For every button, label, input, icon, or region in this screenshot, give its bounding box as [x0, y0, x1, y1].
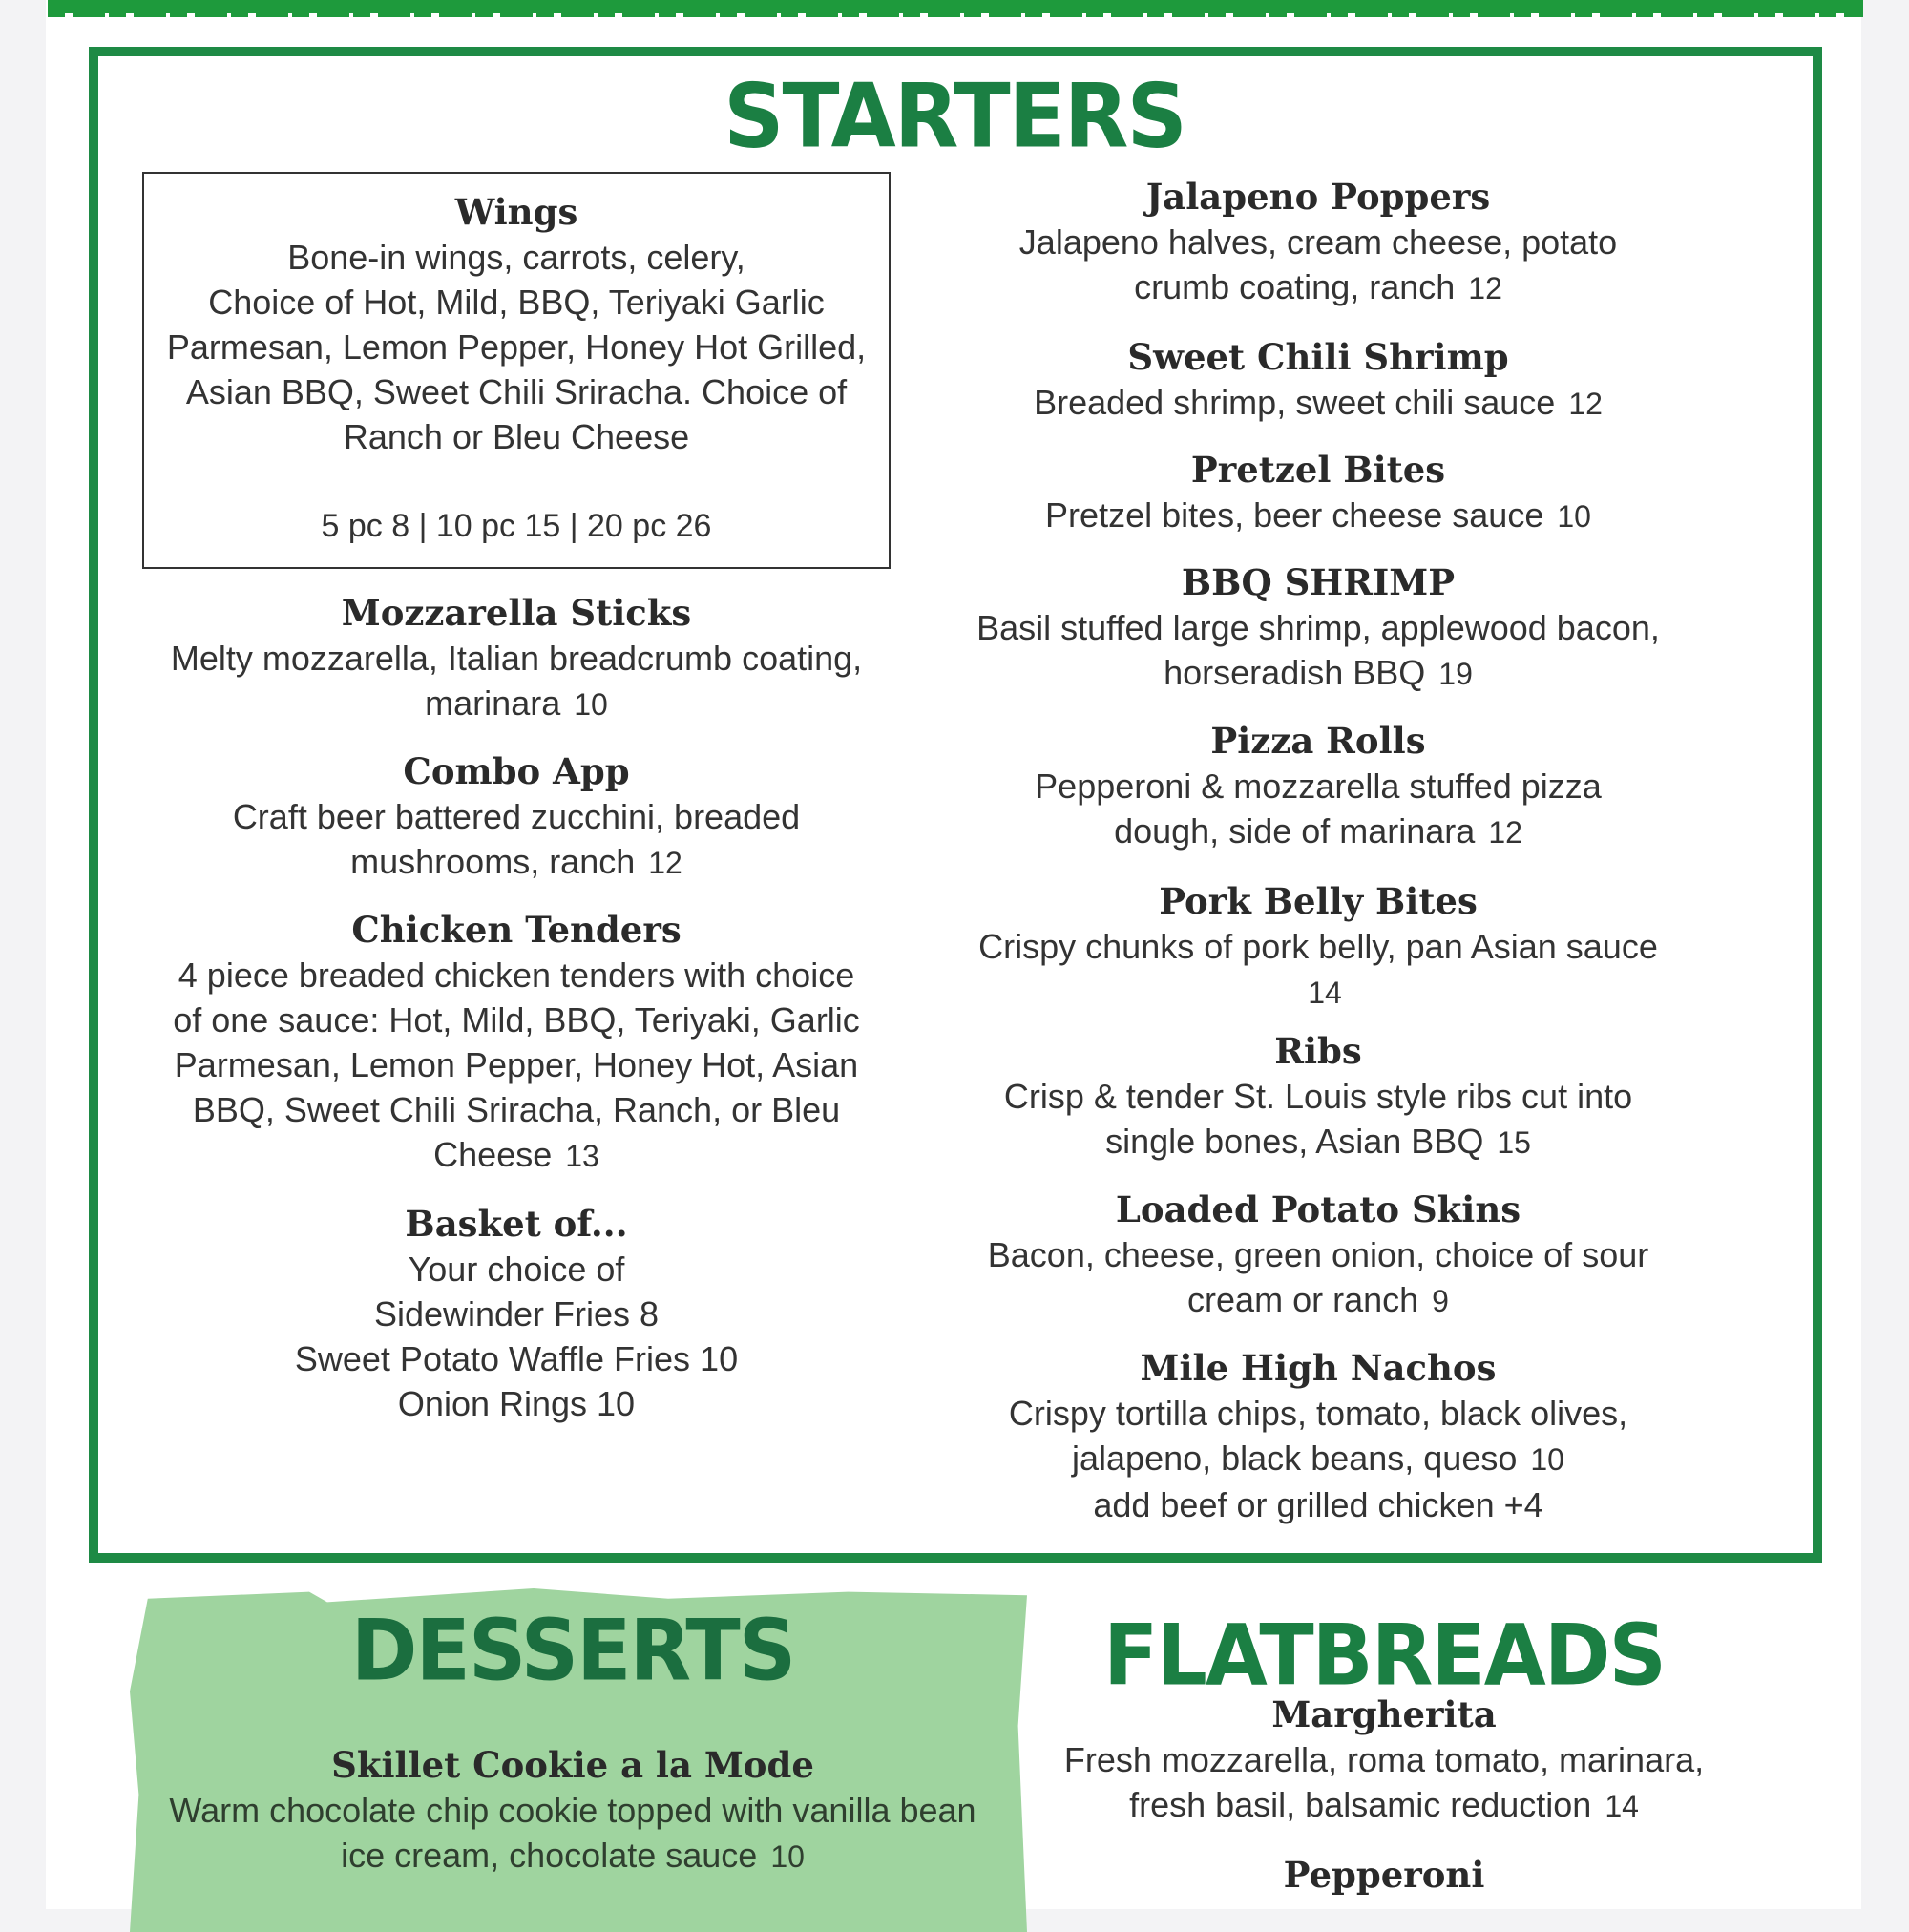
item-desc-line: Sidewinder Fries 8	[373, 1294, 660, 1334]
item-desc-line: Ranch or Bleu Cheese	[343, 417, 690, 456]
item-desc-line: Warm chocolate chip cookie topped with vanilla bean	[169, 1791, 976, 1830]
item-price: 12	[1488, 815, 1522, 850]
item-desc-line: Parmesan, Lemon Pepper, Honey Hot Grilled,	[166, 327, 867, 367]
item-price: 10	[574, 687, 608, 722]
item-desc-line: ice cream, chocolate sauce 10	[341, 1836, 805, 1875]
starters-title: STARTERS	[724, 64, 1185, 168]
item-name: Sweet Chili Shrimp	[1127, 336, 1509, 378]
item-desc-line: Pretzel bites, beer cheese sauce 10	[1045, 495, 1591, 535]
menu-item	[931, 1345, 1706, 1527]
item-desc-line: Onion Rings 10	[397, 1384, 636, 1423]
item-price: 9	[1432, 1284, 1449, 1318]
item-name: Jalapeno Poppers	[1145, 176, 1491, 218]
item-desc-line: cream or ranch 9	[1187, 1280, 1449, 1319]
item-price: 12	[1468, 271, 1502, 305]
item-desc-line: Melty mozzarella, Italian breadcrumb coating,	[170, 639, 863, 678]
item-price: 10	[770, 1839, 805, 1874]
item-name: Mile High Nachos	[1140, 1347, 1497, 1389]
item-name: Basket of...	[405, 1203, 628, 1245]
item-price: 14	[1308, 976, 1342, 1010]
menu-item	[931, 559, 1706, 697]
item-desc-line: crumb coating, ranch 12	[1134, 267, 1502, 306]
item-name: Combo App	[403, 750, 630, 792]
item-desc-line: Bone-in wings, carrots, celery,	[287, 238, 745, 277]
item-name: Chicken Tenders	[351, 909, 682, 951]
menu-item	[143, 907, 890, 1179]
item-name: Ribs	[1274, 1030, 1362, 1072]
flatbreads-title: FLATBREADS	[1102, 1606, 1665, 1705]
item-price: 10	[1557, 499, 1591, 534]
item-desc-line: Crispy tortilla chips, tomato, black olives,	[1008, 1394, 1628, 1433]
menu-item	[931, 878, 1706, 1016]
item-desc-line: Crisp & tender St. Louis style ribs cut into	[1003, 1077, 1633, 1116]
item-price: 10	[1530, 1442, 1564, 1477]
item-desc-line: horseradish BBQ 19	[1164, 653, 1473, 692]
item-desc-line: fresh basil, balsamic reduction 14	[1129, 1785, 1639, 1824]
item-desc-line: Breaded shrimp, sweet chili sauce 12	[1034, 383, 1603, 422]
item-desc-line: Sweet Potato Waffle Fries 10	[294, 1339, 739, 1378]
menu-item	[143, 1201, 890, 1426]
item-name: Pretzel Bites	[1190, 449, 1446, 491]
item-name: Margherita	[1271, 1693, 1497, 1735]
item-desc-line: Parmesan, Lemon Pepper, Honey Hot, Asian	[174, 1045, 859, 1084]
item-price: 12	[648, 846, 682, 880]
item-desc-line: Bacon, cheese, green onion, choice of sour	[987, 1235, 1649, 1274]
item-name: Pizza Rolls	[1210, 720, 1426, 762]
item-price: 13	[565, 1139, 599, 1173]
item-desc-line: Cheese 13	[433, 1135, 599, 1174]
menu-item	[931, 1028, 1706, 1166]
menu-item-wings	[144, 189, 889, 549]
item-desc-line: mushrooms, ranch 12	[350, 842, 682, 881]
top-brush-stroke	[48, 0, 1863, 13]
item-desc-line: marinara 10	[425, 683, 608, 723]
menu-item	[143, 1742, 1002, 1880]
item-desc-line: Basil stuffed large shrimp, applewood bacon,	[976, 608, 1660, 647]
menu-item	[143, 748, 890, 886]
wings-prices: 5 pc 8 | 10 pc 15 | 20 pc 26	[321, 508, 712, 544]
item-desc-line	[931, 969, 1706, 1016]
menu-item	[143, 590, 890, 727]
item-desc-line: add beef or grilled chicken +4	[1093, 1485, 1543, 1524]
item-desc-line: jalapeno, black beans, queso 10	[1072, 1438, 1564, 1478]
menu-item	[1026, 1852, 1742, 1898]
item-name: Loaded Potato Skins	[1115, 1188, 1521, 1230]
item-name: Pork Belly Bites	[1159, 880, 1478, 922]
menu-item	[1026, 1691, 1742, 1829]
item-price: 15	[1497, 1125, 1531, 1160]
item-price: 19	[1438, 657, 1473, 691]
item-desc-line: BBQ, Sweet Chili Sriracha, Ranch, or Bleu	[192, 1090, 841, 1129]
item-name: Mozzarella Sticks	[341, 592, 692, 634]
item-desc-line: Choice of Hot, Mild, BBQ, Teriyaki Garlic	[208, 283, 825, 322]
item-name: Skillet Cookie a la Mode	[331, 1744, 814, 1786]
item-desc-line: Asian BBQ, Sweet Chili Sriracha. Choice of	[185, 372, 848, 411]
item-name: BBQ SHRIMP	[1181, 561, 1456, 603]
item-desc-line: Pepperoni & mozzarella stuffed pizza	[1035, 766, 1602, 806]
item-price: 12	[1568, 387, 1603, 421]
item-name: Pepperoni	[1283, 1854, 1485, 1896]
item-desc-line: Craft beer battered zucchini, breaded	[232, 797, 801, 836]
item-desc-line: Fresh mozzarella, roma tomato, marinara,	[1063, 1740, 1705, 1779]
menu-item	[931, 1186, 1706, 1324]
item-desc-line: Your choice of	[408, 1250, 625, 1289]
item-desc-line: Jalapeno halves, cream cheese, potato	[1018, 222, 1618, 262]
item-name: Wings	[454, 191, 578, 233]
item-price: 14	[1605, 1789, 1639, 1823]
item-desc-line: 4 piece breaded chicken tenders with choice	[178, 956, 855, 995]
item-desc-line: dough, side of marinara 12	[1114, 811, 1522, 850]
item-desc-line: single bones, Asian BBQ 15	[1105, 1122, 1531, 1161]
menu-item	[931, 447, 1706, 539]
item-desc-line: of one sauce: Hot, Mild, BBQ, Teriyaki, Garlic	[173, 1000, 860, 1040]
item-desc-line: Crispy chunks of pork belly, pan Asian sauce	[978, 927, 1658, 966]
menu-item	[931, 334, 1706, 427]
menu-item	[931, 718, 1706, 855]
menu-item	[931, 174, 1706, 311]
desserts-title: DESSERTS	[350, 1601, 795, 1700]
